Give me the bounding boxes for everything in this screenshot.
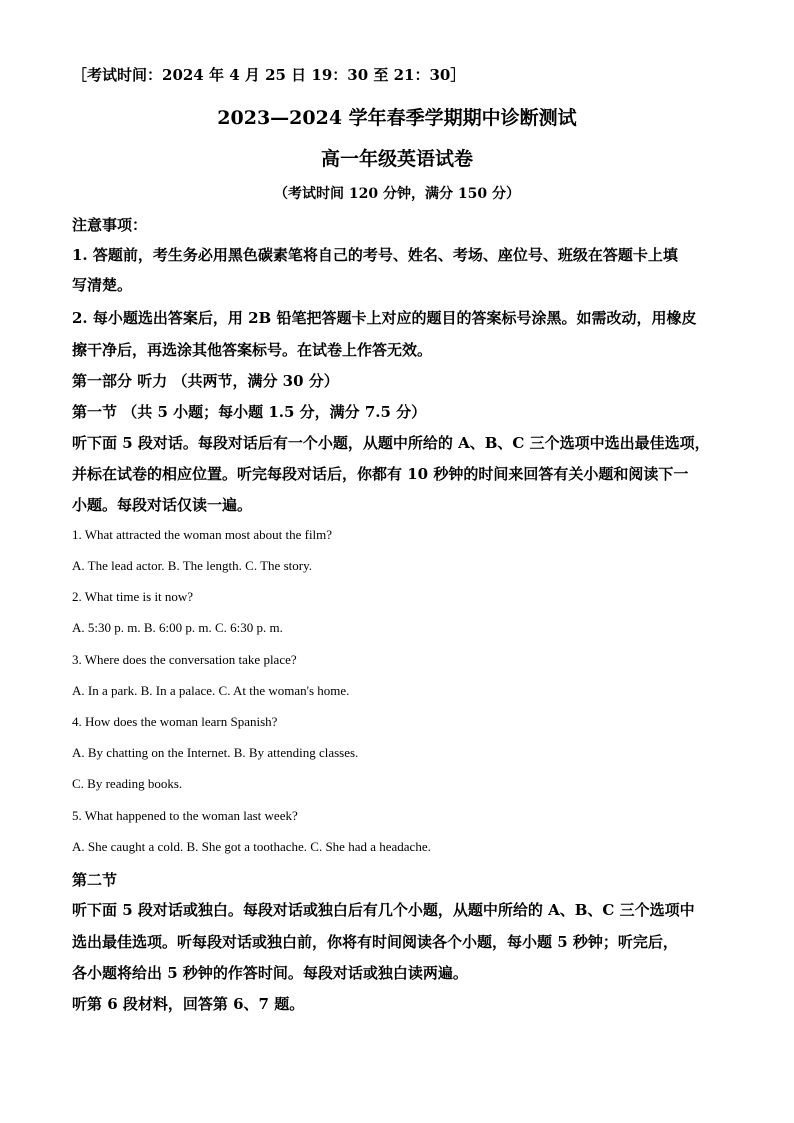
duration-note: （考试时间 120 分钟，满分 150 分） xyxy=(274,186,520,202)
listen-material-6-prompt: 听第 6 段材料，回答第 6、7 题。 xyxy=(72,995,305,1013)
question-5: 5. What happened to the woman last week? xyxy=(72,808,298,823)
section1-heading: 第一节 （共 5 小题；每小题 1.5 分，满分 7.5 分） xyxy=(72,403,427,421)
note-item-2-line-2: 擦干净后，再选涂其他答案标号。在试卷上作答无效。 xyxy=(72,341,433,359)
note-item-1-line-1: 1. 答题前，考生务必用黑色碳素笔将自己的考号、姓名、考场、座位号、班级在答题卡上填 xyxy=(72,246,678,264)
question-4-options-line-2: C. By reading books. xyxy=(72,776,183,791)
section2-heading: 第二节 xyxy=(72,871,118,889)
section2-instructions-line-2: 选出最佳选项。听每段对话或独白前，你将有时间阅读各个小题，每小题 5 秒钟；听完后， xyxy=(72,933,678,951)
question-5-options: A. She caught a cold. B. She got a toothache. C. She had a headache. xyxy=(72,839,431,854)
section2-instructions-line-1: 听下面 5 段对话或独白。每段对话或独白后有几个小题，从题中所给的 A、B、C 三个选项中 xyxy=(72,901,695,919)
question-1: 1. What attracted the woman most about the film? xyxy=(72,527,333,542)
exam-subtitle: 高一年级英语试卷 xyxy=(320,148,473,170)
question-2: 2. What time is it now? xyxy=(72,589,194,604)
exam-time-note: ［考试时间：2024 年 4 月 25 日 19：30 至 21：30］ xyxy=(72,66,466,84)
section1-instructions-line-2: 并标在试卷的相应位置。听完每段对话后，你都有 10 秒钟的时间来回答有关小题和阅读下一 xyxy=(72,465,689,483)
notes-heading: 注意事项： xyxy=(72,216,148,234)
exam-title: 2023—2024 学年春季学期期中诊断测试 xyxy=(217,107,577,129)
question-4-options-line-1: A. By chatting on the Internet. B. By attending classes. xyxy=(72,745,359,760)
question-3: 3. Where does the conversation take place? xyxy=(72,652,297,667)
note-item-1-line-2: 写清楚。 xyxy=(72,276,133,294)
question-4: 4. How does the woman learn Spanish? xyxy=(72,714,278,729)
question-2-options: A. 5:30 p. m. B. 6:00 p. m. C. 6:30 p. m. xyxy=(72,620,283,635)
part1-heading: 第一部分 听力 （共两节，满分 30 分） xyxy=(72,372,339,390)
section1-instructions-line-3: 小题。每段对话仅读一遍。 xyxy=(72,496,253,514)
section1-instructions-line-1: 听下面 5 段对话。每段对话后有一个小题，从题中所给的 A、B、C 三个选项中选出最佳选项， xyxy=(72,434,710,452)
question-3-options: A. In a park. B. In a palace. C. At the woman's home. xyxy=(72,683,350,698)
question-1-options: A. The lead actor. B. The length. C. The story. xyxy=(72,558,312,573)
note-item-2-line-1: 2. 每小题选出答案后，用 2B 铅笔把答题卡上对应的题目的答案标号涂黑。如需改动，用橡皮 xyxy=(72,309,697,327)
section2-instructions-line-3: 各小题将给出 5 秒钟的作答时间。每段对话或独白读两遍。 xyxy=(72,964,468,982)
